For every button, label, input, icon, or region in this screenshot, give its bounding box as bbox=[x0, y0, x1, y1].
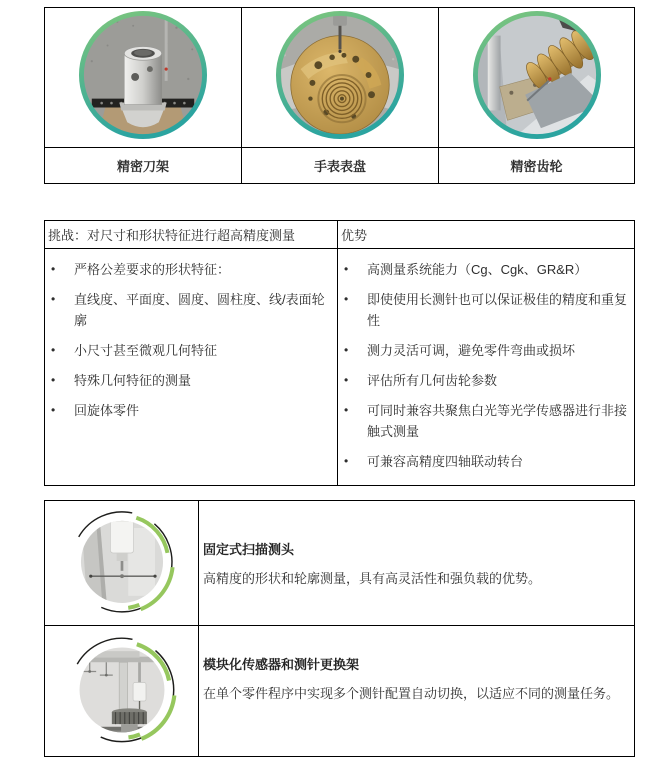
applications-label-row bbox=[45, 148, 635, 184]
comparison-header-row bbox=[45, 221, 635, 249]
application-cell-watch-plate bbox=[242, 8, 439, 148]
list-item: • 严格公差要求的形状特征： bbox=[49, 259, 333, 280]
challenges-list bbox=[49, 259, 333, 421]
bullet-icon: • bbox=[51, 262, 56, 276]
application-cell-tool-holder bbox=[45, 8, 242, 148]
application-label: 精密齿轮 bbox=[439, 148, 635, 184]
advantages-cell bbox=[338, 249, 635, 486]
tool-holder-photo bbox=[78, 10, 208, 140]
feature-description: 在单个零件程序中实现多个测针配置自动切换，以适应不同的测量任务。 bbox=[203, 686, 620, 701]
feature-title: 固定式扫描测头 bbox=[203, 542, 295, 557]
bullet-icon: • bbox=[51, 343, 56, 357]
list-item: • 小尺寸甚至微观几何特征 bbox=[49, 340, 333, 361]
applications-table bbox=[44, 7, 635, 184]
precision-gear-photo bbox=[472, 10, 602, 140]
applications-image-row bbox=[45, 8, 635, 148]
feature-row-modular-rack bbox=[45, 626, 635, 757]
feature-description: 高精度的形状和轮廓测量，具有高灵活性和强负载的优势。 bbox=[203, 571, 542, 586]
challenges-cell bbox=[45, 249, 338, 486]
feature-text-cell bbox=[199, 501, 635, 626]
feature-row-scanning-probe bbox=[45, 501, 635, 626]
feature-image-cell bbox=[45, 626, 199, 757]
bullet-icon: • bbox=[344, 343, 349, 357]
list-item: • 即使使用长测针也可以保证极佳的精度和重复性 bbox=[342, 289, 630, 331]
bullet-icon: • bbox=[344, 403, 349, 417]
list-item: • 可同时兼容共聚焦白光等光学传感器进行非接触式测量 bbox=[342, 400, 630, 442]
bullet-icon: • bbox=[344, 262, 349, 276]
bullet-icon: • bbox=[344, 292, 349, 306]
bullet-icon: • bbox=[344, 454, 349, 468]
feature-text-cell bbox=[199, 626, 635, 757]
watch-plate-photo bbox=[275, 10, 405, 140]
list-item: • 回旋体零件 bbox=[49, 400, 333, 421]
feature-title: 模块化传感器和测针更换架 bbox=[203, 657, 360, 672]
comparison-body-row bbox=[45, 249, 635, 486]
challenge-header: 挑战：对尺寸和形状特征进行超高精度测量 bbox=[45, 221, 338, 249]
list-item: • 可兼容高精度四轴联动转台 bbox=[342, 451, 630, 472]
advantage-header: 优势 bbox=[338, 221, 635, 249]
comparison-table bbox=[44, 220, 635, 486]
bullet-icon: • bbox=[344, 373, 349, 387]
list-item: • 评估所有几何齿轮参数 bbox=[342, 370, 630, 391]
bullet-icon: • bbox=[51, 403, 56, 417]
application-label: 手表表盘 bbox=[242, 148, 439, 184]
feature-image-cell bbox=[45, 501, 199, 626]
list-item: • 测力灵活可调，避免零件弯曲或损坏 bbox=[342, 340, 630, 361]
application-label: 精密刀架 bbox=[45, 148, 242, 184]
advantages-list bbox=[342, 259, 630, 472]
scanning-probe-photo bbox=[64, 503, 180, 619]
application-cell-precision-gear bbox=[439, 8, 635, 148]
features-table bbox=[44, 500, 635, 757]
list-item: • 高测量系统能力（Cg、Cgk、GR&R） bbox=[342, 259, 630, 280]
list-item: • 特殊几何特征的测量 bbox=[49, 370, 333, 391]
list-item: • 直线度、平面度、圆度、圆柱度、线/表面轮廓 bbox=[49, 289, 333, 331]
bullet-icon: • bbox=[51, 292, 56, 306]
stylus-rack-photo bbox=[62, 629, 182, 749]
bullet-icon: • bbox=[51, 373, 56, 387]
